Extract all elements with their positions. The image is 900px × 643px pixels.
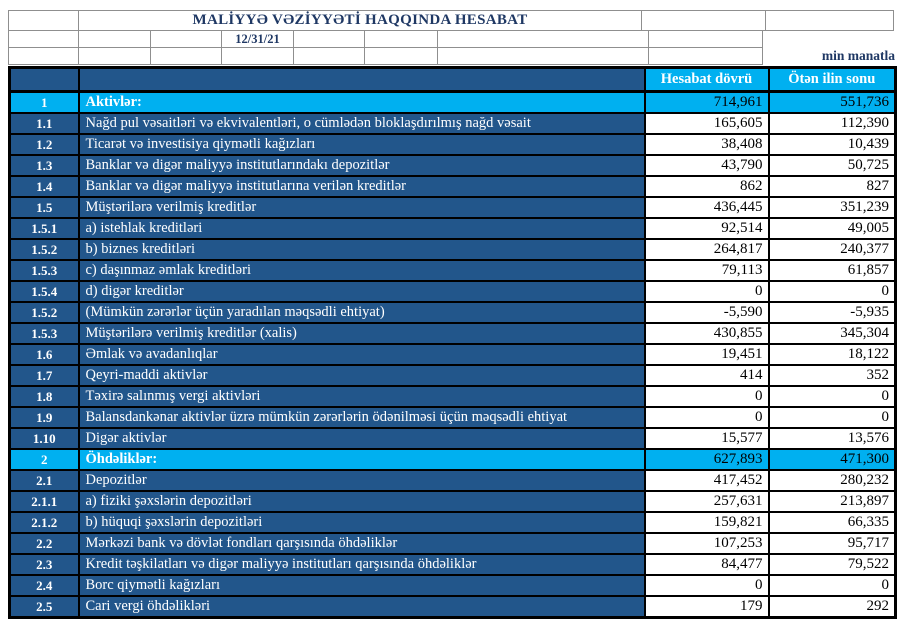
top-grid-row-2: [8, 30, 763, 48]
row-value-period: 257,631: [645, 491, 769, 512]
row-label: c) daşınmaz əmlak kreditləri: [79, 260, 645, 281]
table-row: [10, 113, 896, 134]
row-value-period: 414: [645, 365, 769, 386]
row-value-prev: 827: [769, 176, 896, 197]
table-row: [10, 260, 896, 281]
row-number: 1.5: [10, 197, 79, 218]
row-number: 2.1.2: [10, 512, 79, 533]
row-value-period: 79,113: [645, 260, 769, 281]
table-row: [10, 575, 896, 596]
row-value-prev: 352: [769, 365, 896, 386]
table-row: [10, 470, 896, 491]
row-value-period: 15,577: [645, 428, 769, 449]
table-row: [10, 155, 896, 176]
row-value-prev: 61,857: [769, 260, 896, 281]
row-number: 1.5.2: [10, 239, 79, 260]
row-value-period: 714,961: [645, 92, 769, 114]
row-number: 1.7: [10, 365, 79, 386]
row-number: 1.5.3: [10, 323, 79, 344]
table-body: [10, 92, 896, 618]
row-number: 1.6: [10, 344, 79, 365]
table-row: [10, 302, 896, 323]
row-value-prev: 551,736: [769, 92, 896, 114]
header-blank-label: [79, 68, 645, 92]
row-value-period: 430,855: [645, 323, 769, 344]
row-value-period: 627,893: [645, 449, 769, 470]
row-label: Təxirə salınmış vergi aktivləri: [79, 386, 645, 407]
grid-cell: [150, 47, 222, 65]
row-value-prev: 10,439: [769, 134, 896, 155]
row-value-period: 179: [645, 596, 769, 618]
row-number: 2.5: [10, 596, 79, 618]
row-value-prev: 213,897: [769, 491, 896, 512]
row-value-prev: 0: [769, 281, 896, 302]
table-row: [10, 596, 896, 618]
table-row: [10, 407, 896, 428]
row-label: Müştərilərə verilmiş kreditlər: [79, 197, 645, 218]
row-label: Digər aktivlər: [79, 428, 645, 449]
grid-cell: [648, 30, 763, 48]
row-value-prev: 13,576: [769, 428, 896, 449]
table-row: [10, 428, 896, 449]
row-label: Aktivlər:: [79, 92, 645, 114]
financial-table: [8, 66, 897, 619]
row-value-prev: 18,122: [769, 344, 896, 365]
row-value-period: 0: [645, 575, 769, 596]
row-label: Banklar və digər maliyyə institutlarındakı depozitlər: [79, 155, 645, 176]
row-number: 1.5.3: [10, 260, 79, 281]
row-label: Qeyri-maddi aktivlər: [79, 365, 645, 386]
row-number: 1.2: [10, 134, 79, 155]
grid-cell: [364, 30, 438, 48]
row-value-period: 107,253: [645, 533, 769, 554]
grid-cell: [78, 47, 151, 65]
row-value-period: 165,605: [645, 113, 769, 134]
row-value-period: 0: [645, 386, 769, 407]
row-value-period: 862: [645, 176, 769, 197]
table-row: [10, 281, 896, 302]
table-row: [10, 365, 896, 386]
grid-cell: [437, 30, 649, 48]
row-label: Mərkəzi bank və dövlət fondları qarşısında öhdəliklər: [79, 533, 645, 554]
grid-cell: [765, 10, 894, 31]
row-label: Ticarət və investisiya qiymətli kağızları: [79, 134, 645, 155]
row-value-prev: 345,304: [769, 323, 896, 344]
row-number: 1.5.2: [10, 302, 79, 323]
row-value-prev: 79,522: [769, 554, 896, 575]
row-number: 1.3: [10, 155, 79, 176]
grid-cell: [150, 30, 222, 48]
row-value-period: 92,514: [645, 218, 769, 239]
row-number: 1.4: [10, 176, 79, 197]
row-number: 2.2: [10, 533, 79, 554]
row-value-prev: 240,377: [769, 239, 896, 260]
row-label: Depozitlər: [79, 470, 645, 491]
row-number: 1.9: [10, 407, 79, 428]
table-row: [10, 197, 896, 218]
table-row: [10, 533, 896, 554]
row-label: Cari vergi öhdəlikləri: [79, 596, 645, 618]
table-row: [10, 512, 896, 533]
grid-cell: [293, 47, 365, 65]
grid-cell: [8, 30, 79, 48]
col-header-period: Hesabat dövrü: [645, 68, 769, 92]
row-value-prev: 0: [769, 386, 896, 407]
row-number: 1.1: [10, 113, 79, 134]
row-value-period: 264,817: [645, 239, 769, 260]
row-label: d) digər kreditlər: [79, 281, 645, 302]
table-row: [10, 92, 896, 114]
row-number: 2.1: [10, 470, 79, 491]
row-value-prev: 292: [769, 596, 896, 618]
table-row: [10, 491, 896, 512]
row-number: 2.4: [10, 575, 79, 596]
grid-cell: [8, 47, 79, 65]
row-label: b) biznes kreditləri: [79, 239, 645, 260]
top-grid-row-1: [8, 10, 894, 31]
row-value-prev: 0: [769, 407, 896, 428]
unit-note: min manatla: [821, 48, 895, 63]
row-value-prev: -5,935: [769, 302, 896, 323]
table-row: [10, 218, 896, 239]
row-label: (Mümkün zərərlər üçün yaradılan məqsədli ehtiyat): [79, 302, 645, 323]
table-row: [10, 449, 896, 470]
row-label: Banklar və digər maliyyə institutlarına verilən kreditlər: [79, 176, 645, 197]
row-value-prev: 471,300: [769, 449, 896, 470]
row-value-prev: 351,239: [769, 197, 896, 218]
row-value-period: -5,590: [645, 302, 769, 323]
grid-cell: [221, 47, 294, 65]
row-label: Borc qiymətli kağızları: [79, 575, 645, 596]
row-value-prev: 112,390: [769, 113, 896, 134]
row-value-period: 43,790: [645, 155, 769, 176]
row-number: 2: [10, 449, 79, 470]
row-label: Öhdəliklər:: [79, 449, 645, 470]
grid-cell: [8, 10, 79, 31]
row-label: Nağd pul vəsaitləri və ekvivalentləri, o cümlədən bloklaşdırılmış nağd vəsait: [79, 113, 645, 134]
grid-cell: [437, 47, 649, 65]
row-value-prev: 66,335: [769, 512, 896, 533]
table-row: [10, 554, 896, 575]
row-value-period: 0: [645, 281, 769, 302]
table-row: [10, 386, 896, 407]
grid-cell: [641, 10, 766, 31]
table-row: [10, 176, 896, 197]
row-label: Müştərilərə verilmiş kreditlər (xalis): [79, 323, 645, 344]
report-date: 12/31/21: [221, 30, 294, 48]
row-label: a) fiziki şəxslərin depozitləri: [79, 491, 645, 512]
row-number: 1.8: [10, 386, 79, 407]
grid-cell: [78, 30, 151, 48]
row-value-prev: 0: [769, 575, 896, 596]
row-number: 2.1.1: [10, 491, 79, 512]
report-title: MALİYYƏ VƏZİYYƏTİ HAQQINDA HESABAT: [78, 10, 642, 31]
row-number: 2.3: [10, 554, 79, 575]
row-label: b) hüquqi şəxslərin depozitləri: [79, 512, 645, 533]
row-value-prev: 95,717: [769, 533, 896, 554]
row-value-period: 84,477: [645, 554, 769, 575]
table-row: [10, 344, 896, 365]
table-header-row: [10, 68, 896, 92]
row-value-period: 38,408: [645, 134, 769, 155]
row-label: Balansdankənar aktivlər üzrə mümkün zərərlərin ödənilməsi üçün məqsədli ehtiyat: [79, 407, 645, 428]
row-value-prev: 49,005: [769, 218, 896, 239]
row-value-period: 417,452: [645, 470, 769, 491]
row-value-prev: 50,725: [769, 155, 896, 176]
row-number: 1.10: [10, 428, 79, 449]
row-value-prev: 280,232: [769, 470, 896, 491]
row-value-period: 436,445: [645, 197, 769, 218]
row-label: a) istehlak kreditləri: [79, 218, 645, 239]
row-label: Əmlak və avadanlıqlar: [79, 344, 645, 365]
row-value-period: 0: [645, 407, 769, 428]
row-value-period: 19,451: [645, 344, 769, 365]
row-number: 1.5.1: [10, 218, 79, 239]
col-header-prev: Ötən ilin sonu: [769, 68, 896, 92]
header-blank-no: [10, 68, 79, 92]
grid-cell: [293, 30, 365, 48]
grid-cell: [364, 47, 438, 65]
row-number: 1.5.4: [10, 281, 79, 302]
row-label: Kredit təşkilatları və digər maliyyə institutları qarşısında öhdəliklər: [79, 554, 645, 575]
row-value-period: 159,821: [645, 512, 769, 533]
table-row: [10, 134, 896, 155]
table-row: [10, 239, 896, 260]
row-number: 1: [10, 92, 79, 114]
table-row: [10, 323, 896, 344]
